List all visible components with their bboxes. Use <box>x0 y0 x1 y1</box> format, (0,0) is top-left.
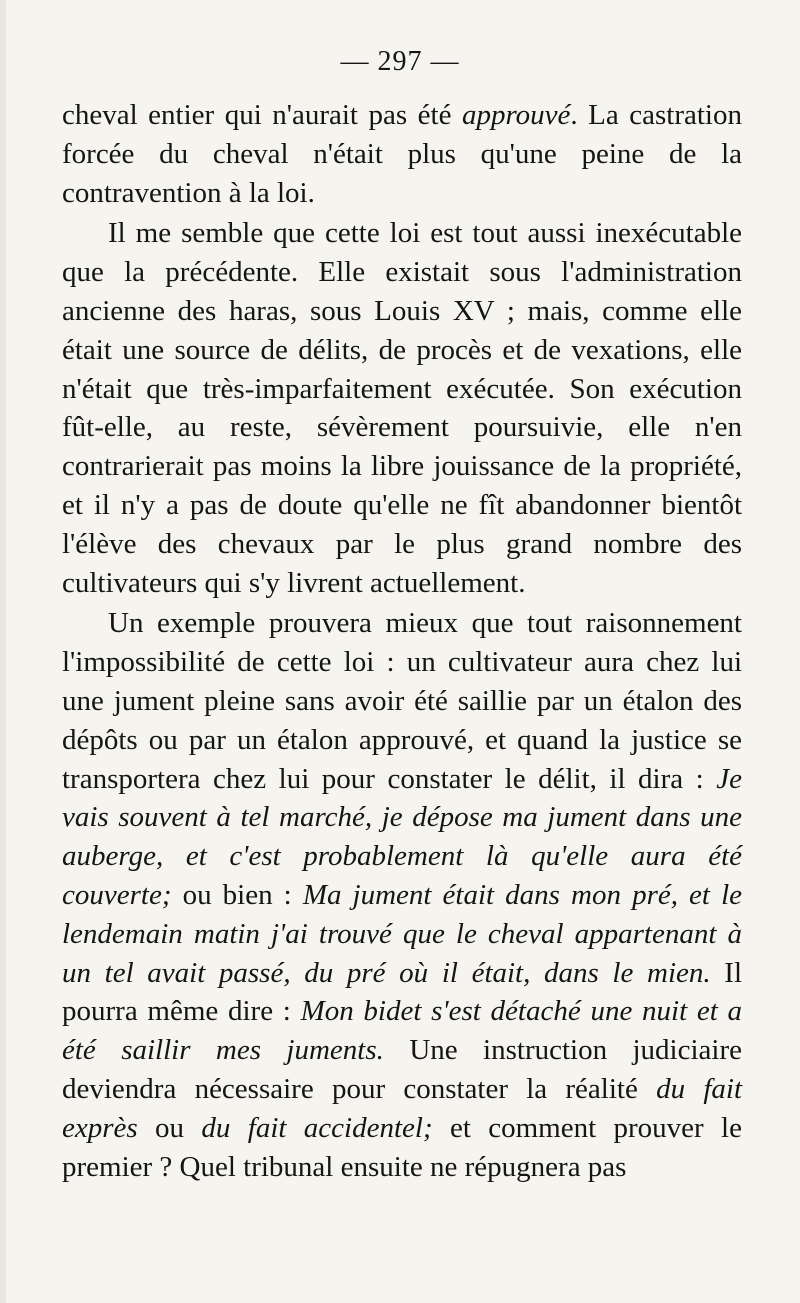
text-segment: Une instruction judiciaire deviendra nécessaire pour constater la réalité <box>62 1034 742 1105</box>
text-segment: et comment prouver le premier ? Quel tribunal ensuite ne répugnera pas <box>62 1111 742 1183</box>
paragraph-1 <box>62 96 742 212</box>
text-segment: Il me semble que cette loi est tout aussi inexécutable que la précédente. Elle existait sous l'administration ancienne des haras, sous Louis XV ; mais, comme elle était une source de délits, de procès et de vexations, elle n'était que très-imparfaitement exécutée. Son exécution fût-elle, au reste, sévèrement poursuivie, elle n'en contrarierait pas moins la libre jouissance de la propriété, et il n'y a pas de doute qu'elle ne fît abandonner bientôt l'élève des chevaux par le plus grand nombre des cultivateurs qui s'y livrent actuellement. <box>62 217 742 599</box>
italic-segment: Ma jument était dans mon pré, et le lendemain matin j'ai trouvé que le cheval appartenant à un tel avait passé, du pré où il était, dans le mien. <box>62 878 742 989</box>
page-number: — 297 — <box>340 46 460 77</box>
page-edge <box>0 0 6 1303</box>
text-segment: Un exemple prouvera mieux que tout raisonnement l'impossibilité de cette loi : un cultivateur aura chez lui une jument pleine sans avoir été saillie par un étalon des dépôts ou par un étalon approuvé, et quand la justice se transportera chez lui pour constater le délit, il dira : <box>62 607 742 795</box>
body-text <box>62 96 742 1186</box>
italic-segment: du fait accidentel; <box>201 1111 433 1144</box>
text-segment: Il pourra même dire : <box>62 956 742 1028</box>
text-segment: ou bien : <box>171 878 303 911</box>
paragraph-2 <box>62 214 742 602</box>
italic-segment: du fait exprès <box>62 1072 742 1144</box>
text-segment: cheval entier qui n'aurait pas été <box>62 99 462 131</box>
italic-segment: approuvé <box>461 99 571 131</box>
text-segment: . La castration forcée du cheval n'était plus qu'une peine de la contravention à la loi. <box>62 99 742 209</box>
paragraph-3 <box>62 604 742 1186</box>
italic-segment: Mon bidet s'est détaché une nuit et a été saillir mes juments. <box>62 995 743 1067</box>
text-segment: ou <box>137 1111 202 1144</box>
italic-segment: Je vais souvent à tel marché, je dépose ma jument dans une auberge, et c'est probablement là qu'elle aura été couverte; <box>62 762 742 911</box>
